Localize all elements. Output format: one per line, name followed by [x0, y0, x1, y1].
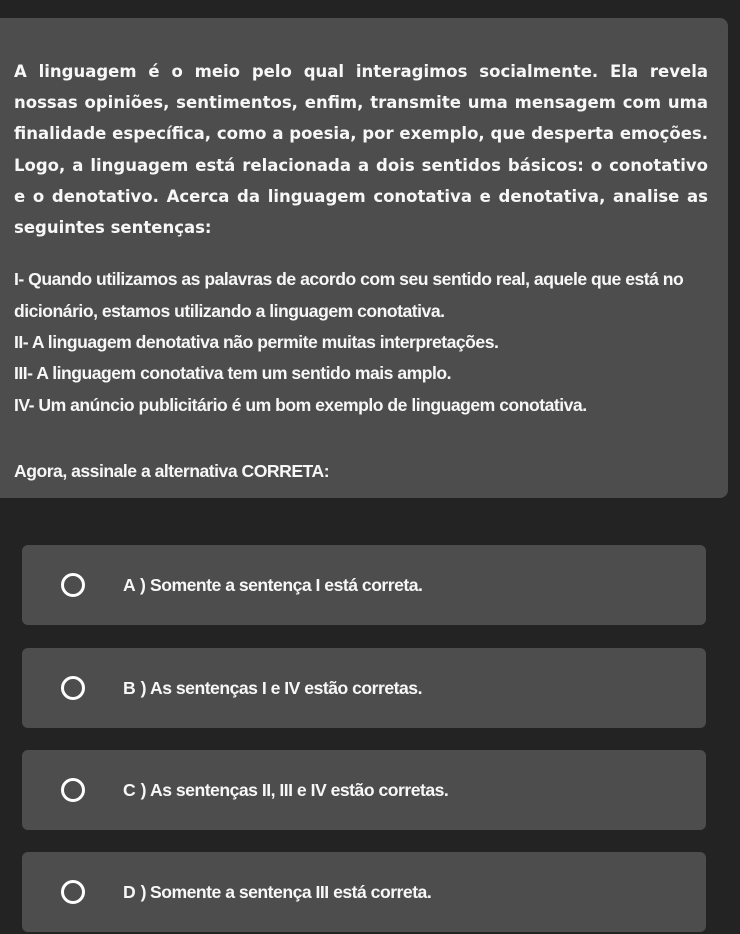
statement-4: IV- Um anúncio publicitário é um bom exemplo de linguagem conotativa.	[14, 394, 587, 415]
option-label: Somente a sentença I está correta.	[150, 575, 423, 595]
option-c[interactable]	[22, 750, 706, 830]
radio-unchecked-icon[interactable]	[61, 676, 85, 700]
option-label: Somente a sentença III está correta.	[150, 882, 432, 902]
statement-2: II- A linguagem denotativa não permite muitas interpretações.	[14, 332, 499, 353]
option-letter: A )	[123, 575, 146, 595]
option-letter: C )	[123, 780, 147, 800]
question-instruction: Agora, assinale a alternativa CORRETA:	[14, 461, 330, 482]
option-letter: D )	[123, 882, 147, 902]
option-letter: B )	[123, 678, 147, 698]
option-label: As sentenças II, III e IV estão corretas.	[150, 780, 449, 800]
radio-unchecked-icon[interactable]	[61, 573, 85, 597]
radio-unchecked-icon[interactable]	[61, 778, 85, 802]
statement-3: III- A linguagem conotativa tem um sentido mais amplo.	[14, 363, 452, 384]
option-label: As sentenças I e IV estão corretas.	[150, 678, 422, 698]
option-b[interactable]	[22, 648, 706, 728]
option-a[interactable]	[22, 545, 706, 625]
option-d[interactable]	[22, 852, 706, 932]
question-intro: A linguagem é o meio pelo qual interagimos socialmente. Ela revela nossas opiniões, sentimentos, enfim, transmite uma mensagem com uma finalidade específica, como a poesia, por exemplo, que desperta emoções. Logo, a linguagem está relacionada a dois sentidos básicos: o conotativo e o denotativo. Acerca da linguagem conotativa e denotativa, analise as seguintes sentenças:	[14, 62, 708, 238]
radio-unchecked-icon[interactable]	[61, 880, 85, 904]
statement-1: I- Quando utilizamos as palavras de acordo com seu sentido real, aquele que está no dicionário, estamos utilizando a linguagem conotativa.	[14, 269, 684, 321]
